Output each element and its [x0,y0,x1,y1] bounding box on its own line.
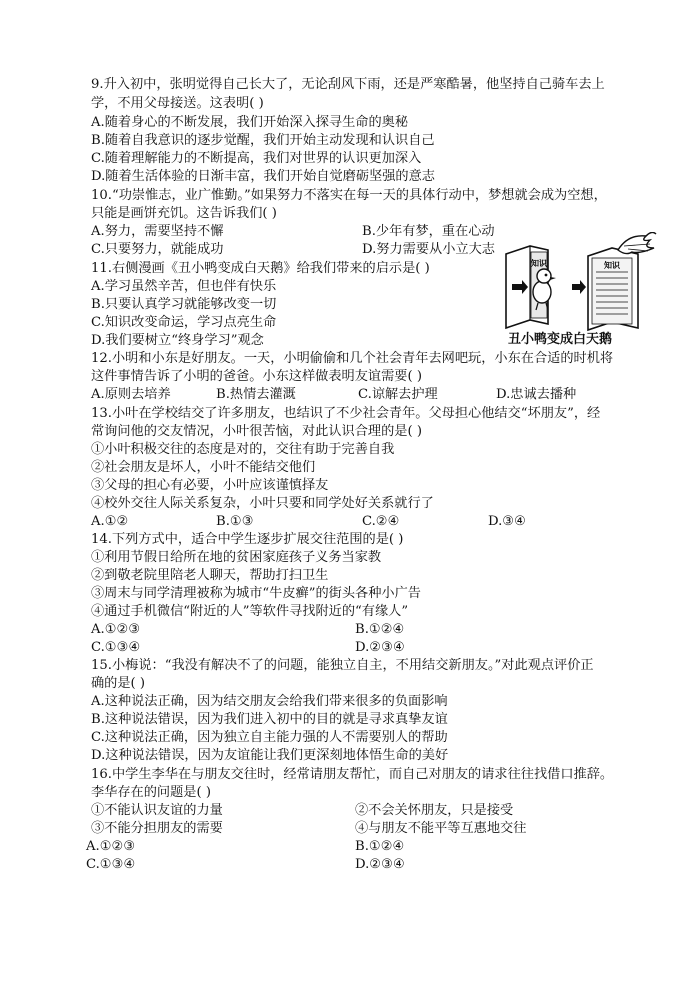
q13-stem-line2: 常询问他的交友情况，小叶很苦恼，对此认识合理的是( ) [91,424,422,439]
q16-statement-2: ②不会关怀朋友，只是接受 [355,803,514,818]
q16-statement-4: ④与朋友不能平等互惠地交往 [355,821,527,836]
q14-option-c: C.①③④ [91,640,141,655]
q9-stem-line1: 9.升入初中，张明觉得自己长大了，无论刮风下雨，还是严寒酷暑，他坚持自己骑车去上 [91,77,605,92]
q15-option-b: B.这种说法错误，因为我们进入初中的目的就是寻求真挚友谊 [91,712,448,727]
q13-statement-1: ①小叶积极交往的态度是对的，交往有助于完善自我 [91,442,395,457]
q9-stem-line2: 学，不用父母接送。这表明( ) [91,96,264,111]
q12-stem-line1: 12.小明和小东是好朋友。一天，小明偷偷和几个社会青年去网吧玩，小东在合适的时机将 [91,351,614,366]
q13-option-b: B.①③ [216,514,254,529]
q11-option-d: D.我们要树立“终身学习”观念 [91,333,264,348]
q13-statement-3: ③父母的担心有必要，小叶应该谨慎择友 [91,478,329,493]
q16-option-c: C.①③④ [86,857,136,872]
q11-option-c: C.知识改变命运，学习点亮生命 [91,315,277,330]
q16-option-b: B.①②④ [355,839,405,854]
q13-option-d: D.③④ [488,514,526,529]
q15-option-a: A.这种说法正确，因为结交朋友会给我们带来很多的负面影响 [91,694,448,709]
q14-option-a: A.①②③ [91,622,141,637]
right-book-icon [572,248,638,330]
q16-stem-line1: 16.中学生李华在与朋友交往时，经常请朋友帮忙，而自己对朋友的请求往往找借口推辞。 [91,767,614,782]
q16-statement-3: ③不能分担朋友的需要 [91,821,223,836]
q14-statement-2: ②到敬老院里陪老人聊天，帮助打扫卫生 [91,568,329,583]
q10-option-a: A.努力，需要坚持不懈 [91,224,224,239]
q14-statement-1: ①利用节假日给所在地的贫困家庭孩子义务当家教 [91,550,382,565]
q14-option-b: B.①②④ [355,622,405,637]
q16-option-a: A.①②③ [86,839,136,854]
cartoon-caption: 丑小鸭变成白天鹅 [508,332,613,347]
q14-stem-line1: 14.下列方式中，适合中学生逐步扩展交往范围的是( ) [91,532,404,547]
q9-option-d: D.随着生活体验的日渐丰富，我们开始自觉磨砺坚强的意志 [91,169,435,184]
q11-option-a: A.学习虽然辛苦，但也伴有快乐 [91,279,277,294]
q10-option-c: C.只要努力，就能成功 [91,242,224,257]
q14-statement-3: ③周末与同学清理被称为城市“牛皮癣”的街头各种小广告 [91,586,421,601]
q11-stem-line1: 11.右侧漫画《丑小鸭变成白天鹅》给我们带来的启示是( ) [91,261,430,276]
q9-option-b: B.随着自我意识的逐步觉醒，我们开始主动发现和认识自己 [91,133,435,148]
q14-option-d: D.②③④ [355,640,405,655]
q16-statement-1: ①不能认识友谊的力量 [91,803,223,818]
q9-option-a: A.随着身心的不断发展，我们开始深入探寻生命的奥秘 [91,115,409,130]
q15-stem-line2: 确的是( ) [91,676,146,691]
q9-option-c: C.随着理解能力的不断提高，我们对世界的认识更加深入 [91,151,422,166]
q13-option-c: C.②④ [362,514,400,529]
q10-stem-line2: 只能是画饼充饥。这告诉我们( ) [91,206,277,221]
q13-statement-2: ②社会朋友是坏人，小叶不能结交他们 [91,460,316,475]
q10-option-b: B.少年有梦，重在心动 [362,224,495,239]
q11-option-b: B.只要认真学习就能够改变一切 [91,297,277,312]
q13-stem-line1: 13.小叶在学校结交了许多朋友，也结识了不少社会青年。父母担心他结交“坏朋友”，经 [91,406,601,421]
q13-statement-4: ④校外交往人际关系复杂，小叶只要和同学处好关系就行了 [91,496,434,511]
q12-option-d: D.忠诚去播种 [496,387,577,402]
q15-option-d: D.这种说法错误，因为友谊能让我们更深刻地体悟生命的美好 [91,748,449,763]
q16-option-d: D.②③④ [355,857,405,872]
left-book-label: 知识 [531,259,547,268]
q12-option-b: B.热情去灌溉 [216,387,296,402]
q15-stem-line1: 15.小梅说：“我没有解决不了的问题，能独立自主，不用结交新朋友。”对此观点评价正 [91,658,594,673]
q12-option-c: C.谅解去护理 [358,387,438,402]
q10-option-d: D.努力需要从小立大志 [362,242,495,257]
q12-stem-line2: 这件事情告诉了小明的爸爸。小东这样做表明友谊需要( ) [91,369,422,384]
q16-stem-line2: 李华存在的问题是( ) [91,785,211,800]
right-book-label: 知识 [604,261,620,270]
q10-stem-line1: 10.“功崇惟志，业广惟勤。”如果努力不落实在每一天的具体行动中，梦想就会成为空想， [91,188,607,203]
q14-statement-4: ④通过手机微信“附近的人”等软件寻找附近的“有缘人” [91,604,409,619]
swan-icon [618,232,656,253]
q13-option-a: A.①② [91,514,129,529]
q15-option-c: C.这种说法正确，因为独立自主能力强的人不需要别人的帮助 [91,730,448,745]
q12-option-a: A.原则去培养 [91,387,171,402]
